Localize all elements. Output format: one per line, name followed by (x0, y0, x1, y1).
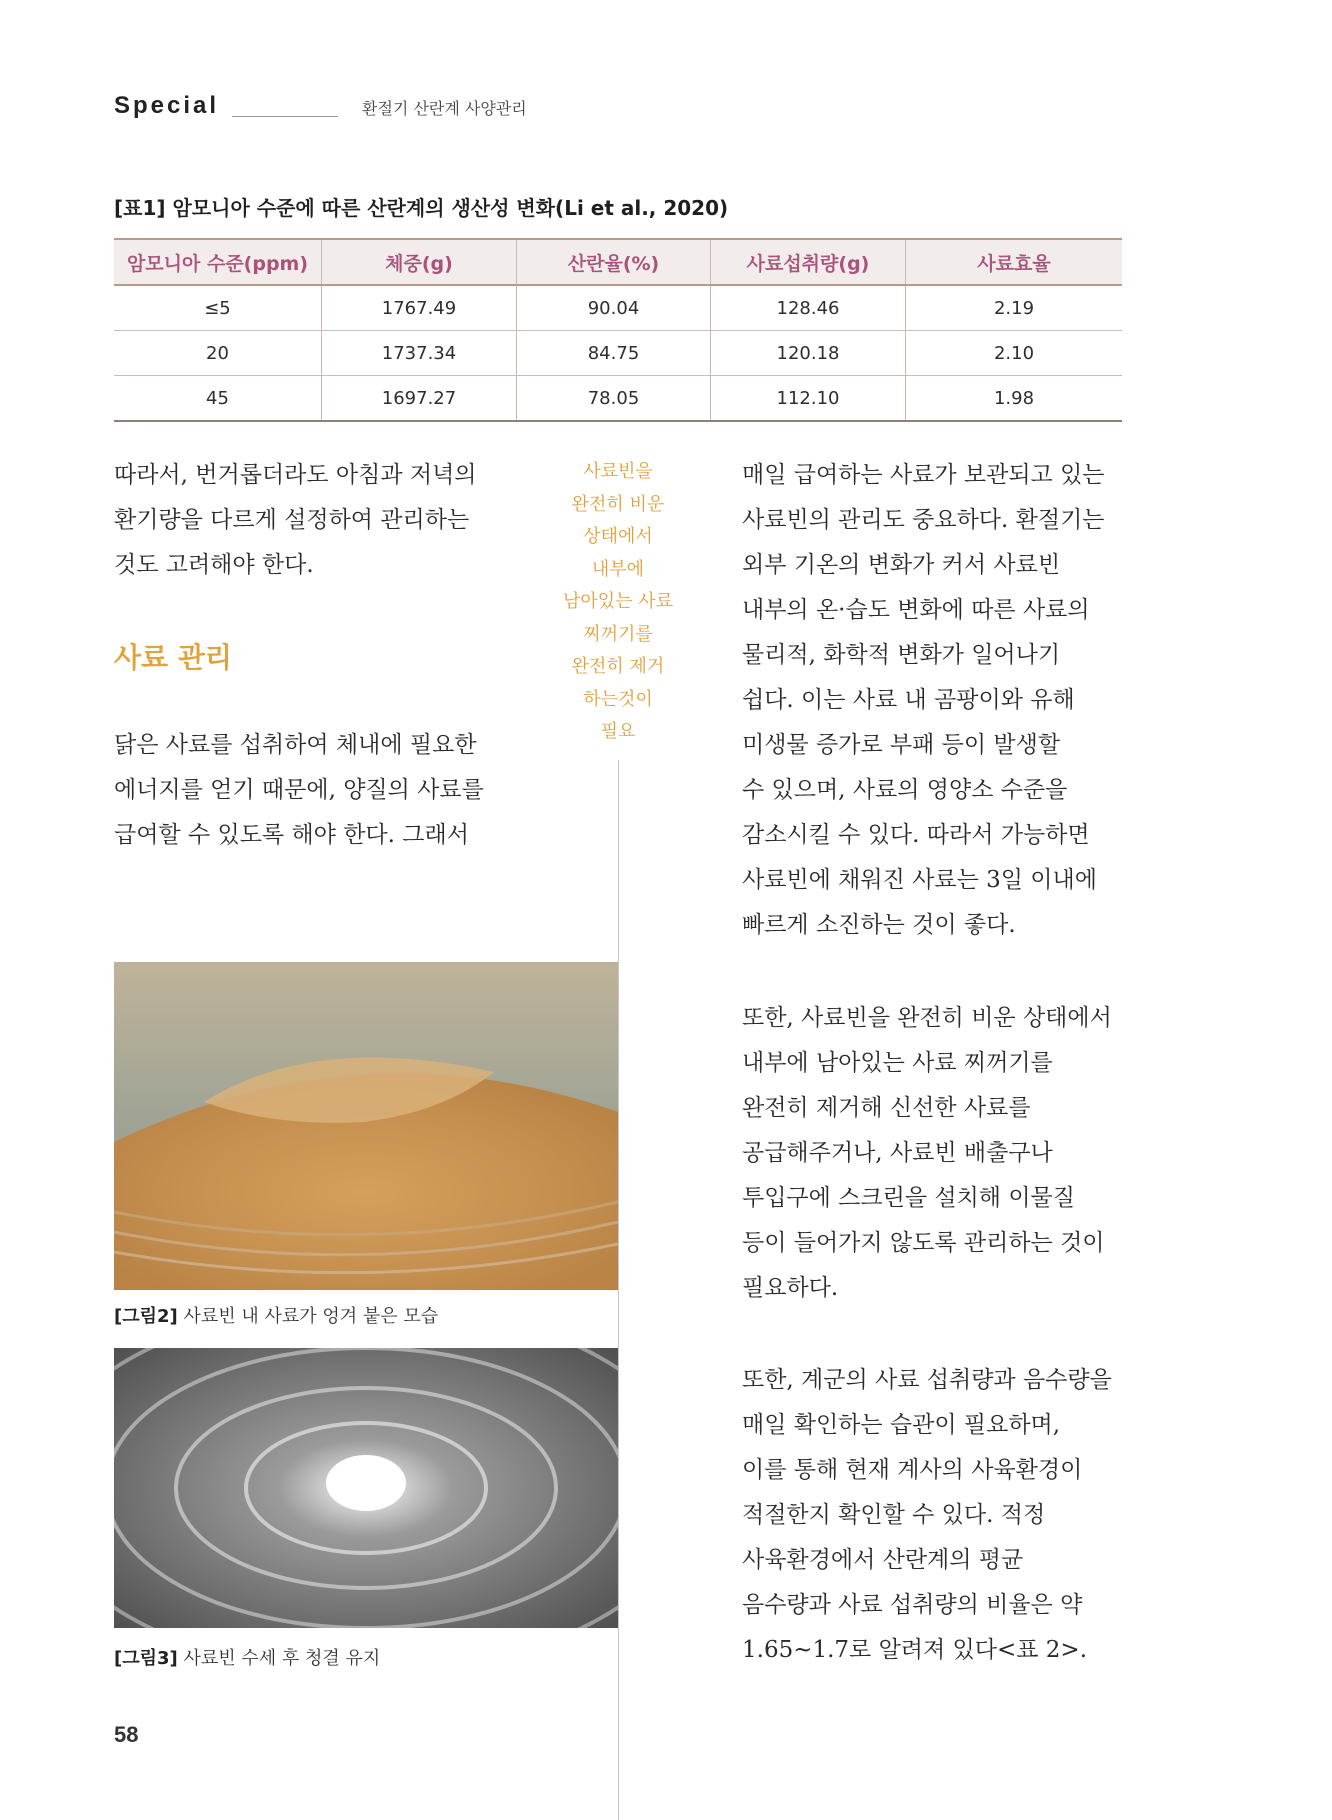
table-cell: 2.10 (906, 331, 1123, 376)
ammonia-productivity-table (114, 238, 1122, 422)
text-line: 또한, 계군의 사료 섭취량과 음수량을 (742, 1367, 1112, 1393)
text-line: 공급해주거나, 사료빈 배출구나 (742, 1140, 1053, 1166)
pull-quote-line: 필요 (600, 721, 636, 742)
figure-caption-text: 사료빈 내 사료가 엉겨 붙은 모습 (177, 1306, 439, 1327)
text-line: 완전히 제거해 신선한 사료를 (742, 1095, 1031, 1121)
figure2-caption (114, 1302, 438, 1328)
figure3-caption (114, 1644, 380, 1670)
text-line: 것도 고려해야 한다. (114, 552, 314, 578)
table-cell: 78.05 (517, 376, 711, 422)
right-paragraph-3 (742, 1358, 1132, 1673)
table-cell: 112.10 (711, 376, 906, 422)
column-header: 사료효율 (906, 239, 1123, 285)
text-line: 1.65~1.7로 알려져 있다<표 2>. (742, 1637, 1088, 1663)
pull-quote-line: 내부에 (591, 558, 645, 580)
left-paragraph-2 (114, 723, 534, 858)
figure2-photo (114, 962, 618, 1290)
pull-quote-line: 남아있는 사료 (562, 591, 674, 612)
text-line: 수 있으며, 사료의 영양소 수준을 (742, 777, 1068, 803)
text-line: 음수량과 사료 섭취량의 비율은 약 (742, 1592, 1083, 1618)
section-label: Special (114, 92, 220, 119)
table-cell: 128.46 (711, 285, 906, 331)
table-cell: 1.98 (906, 376, 1123, 422)
table-cell: 1737.34 (322, 331, 517, 376)
pull-quote-line: 상태에서 (583, 526, 653, 547)
pull-quote-line: 하는것이 (583, 688, 653, 710)
pull-quote (548, 456, 688, 749)
table-cell: ≤5 (114, 285, 322, 331)
text-line: 내부에 남아있는 사료 찌꺼기를 (742, 1050, 1053, 1076)
table-cell: 2.19 (906, 285, 1123, 331)
text-line: 내부의 온·습도 변화에 따른 사료의 (742, 597, 1090, 623)
table-cell: 45 (114, 376, 322, 422)
text-line: 쉽다. 이는 사료 내 곰팡이와 유해 (742, 687, 1075, 713)
table-title: [표1] 암모니아 수준에 따른 산란계의 생산성 변화(Li et al., 2020) (114, 196, 729, 220)
text-line: 필요하다. (742, 1275, 839, 1301)
text-line: 사육환경에서 산란계의 평균 (742, 1547, 1024, 1573)
figure-label: [그림2] (114, 1306, 178, 1327)
text-line: 투입구에 스크린을 설치해 이물질 (742, 1185, 1075, 1211)
text-line: 에너지를 얻기 때문에, 양질의 사료를 (114, 777, 484, 803)
column-header: 사료섭취량(g) (711, 239, 906, 285)
header-topic: 환절기 산란계 사양관리 (362, 99, 527, 118)
text-line: 사료빈의 관리도 중요하다. 환절기는 (742, 507, 1105, 533)
column-header: 암모니아 수준(ppm) (114, 239, 322, 285)
text-line: 급여할 수 있도록 해야 한다. 그래서 (114, 822, 469, 848)
column-divider (618, 760, 619, 1820)
text-line: 외부 기온의 변화가 커서 사료빈 (742, 552, 1061, 578)
table-row (114, 331, 1122, 376)
table-row (114, 376, 1122, 422)
column-header: 산란율(%) (517, 239, 711, 285)
text-line: 매일 급여하는 사료가 보관되고 있는 (742, 462, 1105, 488)
text-line: 물리적, 화학적 변화가 일어나기 (742, 642, 1061, 668)
header-divider (232, 116, 338, 117)
text-line: 이를 통해 현재 계사의 사육환경이 (742, 1457, 1083, 1483)
text-line: 매일 확인하는 습관이 필요하며, (742, 1412, 1061, 1438)
column-header: 체중(g) (322, 239, 517, 285)
table-cell: 1767.49 (322, 285, 517, 331)
pull-quote-line: 완전히 비운 (571, 493, 665, 515)
text-line: 빠르게 소진하는 것이 좋다. (742, 912, 1016, 938)
figure-label: [그림3] (114, 1648, 178, 1669)
table-cell: 120.18 (711, 331, 906, 376)
figure-caption-text: 사료빈 수세 후 청결 유지 (177, 1648, 381, 1669)
text-line: 따라서, 번거롭더라도 아침과 저녁의 (114, 462, 477, 488)
figure3-photo (114, 1348, 618, 1628)
text-line: 닭은 사료를 섭취하여 체내에 필요한 (114, 732, 477, 758)
text-line: 사료빈에 채워진 사료는 3일 이내에 (742, 867, 1097, 893)
text-line: 또한, 사료빈을 완전히 비운 상태에서 (742, 1005, 1112, 1031)
table-header-row (114, 239, 1122, 285)
pull-quote-line: 사료빈을 (583, 461, 653, 482)
page-number: 58 (114, 1722, 139, 1747)
table-cell: 1697.27 (322, 376, 517, 422)
left-paragraph-1 (114, 453, 534, 588)
table-cell: 20 (114, 331, 322, 376)
table-cell: 84.75 (517, 331, 711, 376)
section-heading: 사료 관리 (114, 641, 232, 674)
table-row (114, 285, 1122, 331)
text-line: 감소시킬 수 있다. 따라서 가능하면 (742, 822, 1090, 848)
text-line: 미생물 증가로 부패 등이 발생할 (742, 732, 1061, 758)
pull-quote-line: 완전히 제거 (571, 656, 665, 677)
text-line: 환기량을 다르게 설정하여 관리하는 (114, 507, 470, 533)
right-paragraph-1 (742, 453, 1132, 948)
text-line: 등이 들어가지 않도록 관리하는 것이 (742, 1230, 1105, 1256)
pull-quote-line: 찌꺼기를 (583, 623, 653, 645)
text-line: 적절한지 확인할 수 있다. 적정 (742, 1502, 1046, 1528)
table-cell: 90.04 (517, 285, 711, 331)
right-paragraph-2 (742, 996, 1132, 1311)
